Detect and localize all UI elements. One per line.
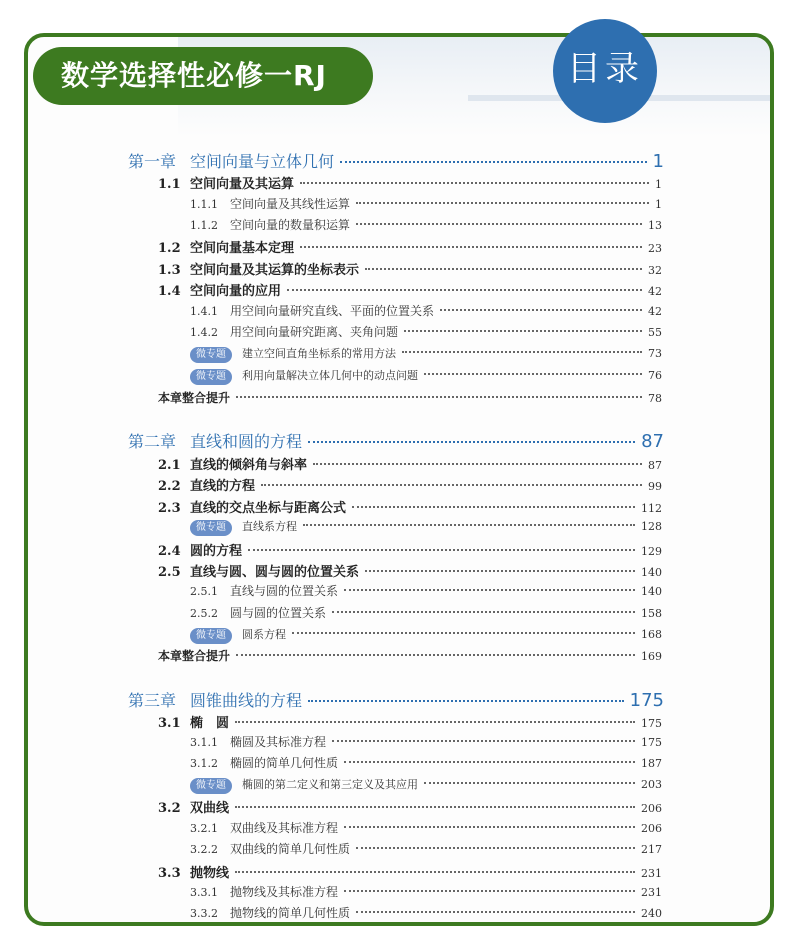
- page-number: 168: [641, 628, 662, 641]
- toc-special-topic-1a[interactable]: [190, 345, 662, 363]
- subsection-number: 3.2.2: [190, 843, 218, 856]
- leader-dots: [352, 506, 635, 508]
- toc-special-topic-3a[interactable]: [190, 776, 662, 794]
- page-number: 175: [629, 690, 664, 711]
- page-number: 32: [648, 264, 662, 277]
- leader-dots: [235, 806, 635, 808]
- subsection-title: 双曲线及其标准方程: [230, 821, 339, 835]
- toc-subsection-3-2-1[interactable]: [190, 819, 662, 836]
- special-topic-title: 椭圆的第二定义和第三定义及其应用: [242, 778, 418, 791]
- subsection-number: 3.3.1: [190, 886, 218, 899]
- leader-dots: [440, 309, 642, 311]
- toc-subsection-3-2-2[interactable]: [190, 840, 662, 857]
- leader-dots: [356, 202, 649, 204]
- toc-section-2-4[interactable]: [158, 540, 662, 559]
- toc-chapter-summary-2[interactable]: [158, 647, 662, 664]
- toc-section-3-2[interactable]: [158, 797, 662, 816]
- toc-section-1-3[interactable]: [158, 259, 662, 278]
- toc-special-topic-2a[interactable]: [190, 518, 662, 536]
- leader-dots: [344, 761, 635, 763]
- page-number: 1: [652, 151, 664, 172]
- section-number: 2.3: [158, 501, 181, 516]
- section-number: 2.5: [158, 565, 181, 580]
- section-title: 抛物线: [190, 866, 230, 881]
- page-number: 1: [655, 198, 662, 211]
- leader-dots: [292, 632, 635, 634]
- page-number: 128: [641, 520, 662, 533]
- section-number: 2.4: [158, 544, 181, 559]
- chapter-title: 直线和圆的方程: [190, 432, 303, 451]
- leader-dots: [404, 330, 642, 332]
- section-number: 1.4: [158, 284, 181, 299]
- subsection-title: 双曲线的简单几何性质: [230, 842, 351, 856]
- page-number: 87: [648, 459, 662, 472]
- page-number: 217: [641, 843, 662, 856]
- section-number: 1.2: [158, 241, 181, 256]
- page-number: 87: [641, 431, 664, 452]
- page-number: 240: [641, 907, 662, 920]
- special-topic-badge: 微专题: [190, 347, 232, 363]
- subsection-number: 1.1.1: [190, 198, 218, 211]
- page-number: 231: [641, 886, 662, 899]
- subsection-number: 2.5.1: [190, 585, 218, 598]
- leader-dots: [308, 441, 635, 443]
- leader-dots: [424, 782, 635, 784]
- page-number: 175: [641, 736, 662, 749]
- leader-dots: [344, 589, 635, 591]
- leader-dots: [236, 654, 635, 656]
- page-number: 169: [641, 650, 662, 663]
- page-number: 140: [641, 585, 662, 598]
- leader-dots: [365, 570, 635, 572]
- page-number: 140: [641, 566, 662, 579]
- subsection-title: 抛物线的简单几何性质: [230, 906, 351, 920]
- section-title: 椭 圆: [190, 716, 230, 731]
- page-number: 206: [641, 822, 662, 835]
- section-number: 3.3: [158, 866, 181, 881]
- page-number: 78: [648, 392, 662, 405]
- page-number: 76: [648, 369, 662, 382]
- section-title: 直线的方程: [190, 479, 256, 494]
- toc-chapter-1[interactable]: [128, 149, 664, 172]
- toc-chapter-summary-1[interactable]: [158, 389, 662, 406]
- subsection-number: 3.2.1: [190, 822, 218, 835]
- section-title: 直线的倾斜角与斜率: [190, 458, 308, 473]
- special-topic-title: 直线系方程: [242, 520, 297, 533]
- page-number: 206: [641, 802, 662, 815]
- leader-dots: [365, 268, 642, 270]
- toc-section-1-4[interactable]: [158, 280, 662, 299]
- section-number: 2.2: [158, 479, 181, 494]
- leader-dots: [344, 826, 635, 828]
- subsection-title: 空间向量的数量积运算: [230, 218, 351, 232]
- chapter-title: 空间向量与立体几何: [190, 152, 335, 171]
- leader-dots: [402, 351, 642, 353]
- subsection-title: 椭圆的简单几何性质: [230, 756, 339, 770]
- subsection-number: 3.3.2: [190, 907, 218, 920]
- summary-title: 本章整合提升: [158, 649, 231, 663]
- page-number: 55: [648, 326, 662, 339]
- subsection-number: 1.4.2: [190, 326, 218, 339]
- leader-dots: [313, 463, 642, 465]
- subsection-title: 椭圆及其标准方程: [230, 735, 327, 749]
- subsection-number: 3.1.2: [190, 757, 218, 770]
- toc-subsection-3-1-1[interactable]: [190, 733, 662, 750]
- leader-dots: [261, 484, 642, 486]
- toc-section-1-2[interactable]: [158, 237, 662, 256]
- toc-section-2-2[interactable]: [158, 475, 662, 494]
- toc-subsection-1-4-2[interactable]: [190, 323, 662, 340]
- subsection-title: 圆与圆的位置关系: [230, 606, 327, 620]
- toc-section-3-3[interactable]: [158, 862, 662, 881]
- toc-section-3-1[interactable]: [158, 712, 662, 731]
- toc-subsection-1-1-2[interactable]: [190, 216, 662, 233]
- chapter-number: 第二章: [128, 432, 177, 451]
- section-number: 3.1: [158, 716, 181, 731]
- page-number: 23: [648, 242, 662, 255]
- section-title: 空间向量及其运算的坐标表示: [190, 263, 360, 278]
- section-title: 双曲线: [190, 801, 230, 816]
- section-number: 1.1: [158, 177, 181, 192]
- leader-dots: [300, 246, 642, 248]
- page-number: 112: [641, 502, 662, 515]
- special-topic-title: 利用向量解决立体几何中的动点问题: [242, 369, 418, 382]
- leader-dots: [424, 373, 642, 375]
- subsection-title: 空间向量及其线性运算: [230, 197, 351, 211]
- leader-dots: [332, 611, 635, 613]
- leader-dots: [248, 549, 635, 551]
- book-title: 数学选择性必修一RJ: [33, 47, 373, 105]
- leader-dots: [332, 740, 635, 742]
- toc-section-2-1[interactable]: [158, 454, 662, 473]
- page-number: 42: [648, 285, 662, 298]
- leader-dots: [287, 289, 642, 291]
- toc-special-topic-2b[interactable]: [190, 626, 662, 644]
- toc-section-2-3[interactable]: [158, 497, 662, 516]
- leader-dots: [340, 161, 647, 163]
- section-title: 空间向量及其运算: [190, 177, 295, 192]
- page-number: 42: [648, 305, 662, 318]
- page-number: 203: [641, 778, 662, 791]
- section-number: 1.3: [158, 263, 181, 278]
- special-topic-title: 圆系方程: [242, 628, 286, 641]
- page-number: 73: [648, 347, 662, 360]
- special-topic-badge: 微专题: [190, 628, 232, 644]
- special-topic-title: 建立空间直角坐标系的常用方法: [242, 347, 396, 360]
- leader-dots: [235, 871, 635, 873]
- chapter-number: 第一章: [128, 152, 177, 171]
- section-number: 3.2: [158, 801, 181, 816]
- leader-dots: [300, 182, 649, 184]
- page-number: 158: [641, 607, 662, 620]
- toc-subsection-3-3-2[interactable]: [190, 904, 662, 921]
- toc-section-2-5[interactable]: [158, 561, 662, 580]
- summary-title: 本章整合提升: [158, 391, 231, 405]
- subsection-number: 3.1.1: [190, 736, 218, 749]
- leader-dots: [308, 700, 624, 702]
- subsection-title: 用空间向量研究直线、平面的位置关系: [230, 304, 435, 318]
- toc-heading: 目录: [553, 19, 657, 123]
- page-number: 231: [641, 867, 662, 880]
- leader-dots: [235, 721, 635, 723]
- leader-dots: [356, 223, 642, 225]
- leader-dots: [303, 524, 635, 526]
- leader-dots: [356, 847, 635, 849]
- page-number: 187: [641, 757, 662, 770]
- subsection-title: 抛物线及其标准方程: [230, 885, 339, 899]
- leader-dots: [356, 911, 635, 913]
- page-number: 129: [641, 545, 662, 558]
- toc-chapter-2[interactable]: [128, 429, 664, 452]
- toc-section-1-1[interactable]: [158, 173, 662, 192]
- section-title: 圆的方程: [190, 544, 243, 559]
- toc-subsection-2-5-2[interactable]: [190, 604, 662, 621]
- chapter-number: 第三章: [128, 691, 177, 710]
- special-topic-badge: 微专题: [190, 369, 232, 385]
- section-number: 2.1: [158, 458, 181, 473]
- leader-dots: [236, 396, 642, 398]
- chapter-title: 圆锥曲线的方程: [190, 691, 303, 710]
- page-number: 1: [655, 178, 662, 191]
- page-number: 99: [648, 480, 662, 493]
- toc-subsection-1-1-1[interactable]: [190, 195, 662, 212]
- section-title: 空间向量基本定理: [190, 241, 295, 256]
- special-topic-badge: 微专题: [190, 520, 232, 536]
- section-title: 直线的交点坐标与距离公式: [190, 501, 347, 516]
- toc-subsection-1-4-1[interactable]: [190, 302, 662, 319]
- subsection-number: 1.4.1: [190, 305, 218, 318]
- toc-subsection-3-3-1[interactable]: [190, 883, 662, 900]
- toc-subsection-3-1-2[interactable]: [190, 754, 662, 771]
- toc-subsection-2-5-1[interactable]: [190, 582, 662, 599]
- toc-chapter-3[interactable]: [128, 688, 664, 711]
- toc-special-topic-1b[interactable]: [190, 367, 662, 385]
- section-title: 直线与圆、圆与圆的位置关系: [190, 565, 360, 580]
- subsection-title: 直线与圆的位置关系: [230, 584, 339, 598]
- section-title: 空间向量的应用: [190, 284, 282, 299]
- subsection-title: 用空间向量研究距离、夹角问题: [230, 325, 399, 339]
- page-number: 13: [648, 219, 662, 232]
- leader-dots: [344, 890, 635, 892]
- subsection-number: 1.1.2: [190, 219, 218, 232]
- subsection-number: 2.5.2: [190, 607, 218, 620]
- page-number: 175: [641, 717, 662, 730]
- special-topic-badge: 微专题: [190, 778, 232, 794]
